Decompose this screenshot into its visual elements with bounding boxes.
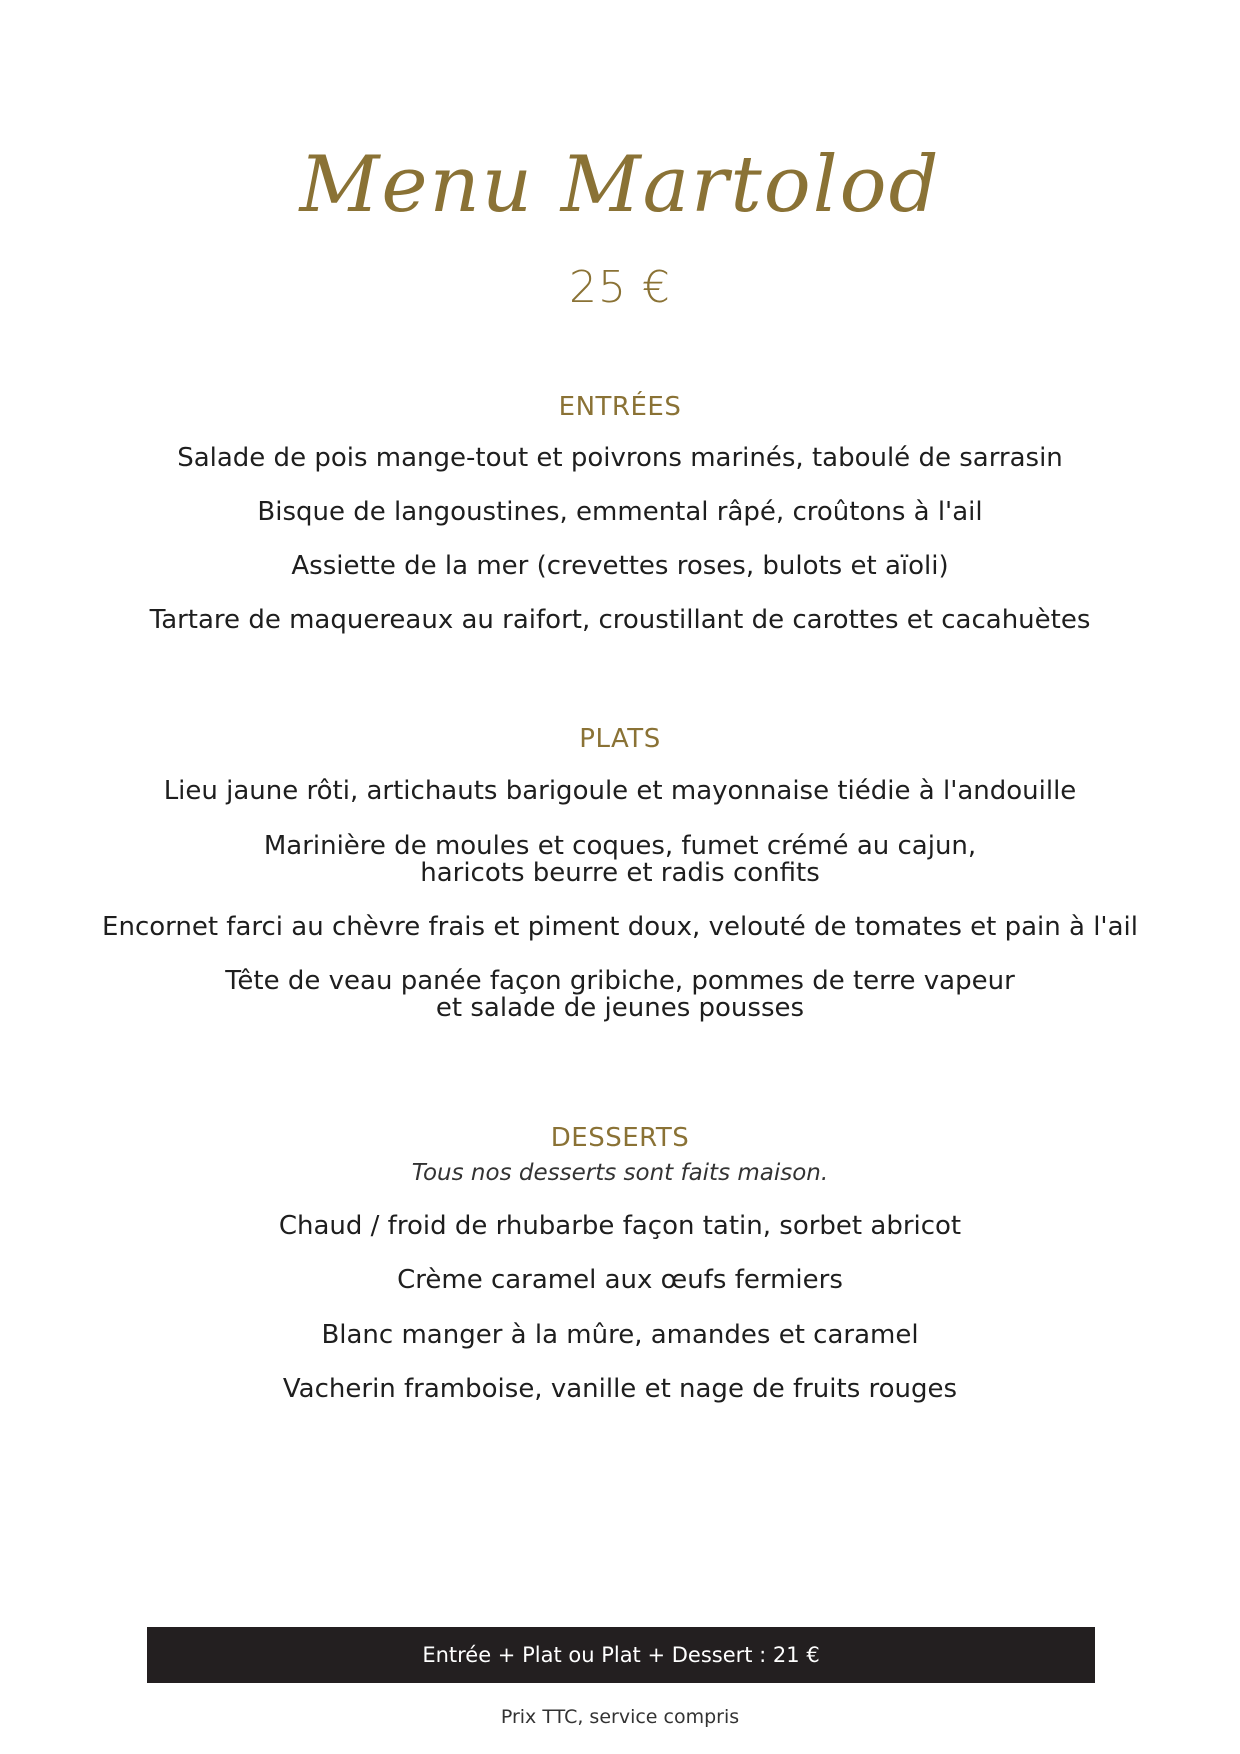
dish-plat: Encornet farci au chèvre frais et piment doux, velouté de tomates et pain à l'ail <box>102 912 1138 942</box>
dish-entree: Salade de pois mange-tout et poivrons marinés, taboulé de sarrasin <box>177 443 1063 473</box>
menu-title: Menu Martolod <box>299 140 941 230</box>
section-title-plats: PLATS <box>579 724 661 754</box>
dish-entree: Bisque de langoustines, emmental râpé, croûtons à l'ail <box>257 497 983 527</box>
dish-dessert: Crème caramel aux œufs fermiers <box>397 1265 843 1295</box>
formula-banner: Entrée + Plat ou Plat + Dessert : 21 € <box>147 1627 1095 1683</box>
dish-dessert: Vacherin framboise, vanille et nage de fruits rouges <box>282 1374 958 1404</box>
dish-plat: Marinière de moules et coques, fumet crémé au cajun, haricots beurre et radis confits <box>263 831 977 888</box>
section-title-desserts: DESSERTS <box>550 1123 690 1153</box>
dish-plat: Tête de veau panée façon gribiche, pommes de terre vapeur et salade de jeunes pousses <box>225 966 1015 1023</box>
dish-dessert: Chaud / froid de rhubarbe façon tatin, sorbet abricot <box>278 1211 962 1241</box>
price-note: Prix TTC, service compris <box>500 1706 740 1728</box>
dish-plat: Lieu jaune rôti, artichauts barigoule et mayonnaise tiédie à l'andouille <box>163 776 1077 806</box>
menu-price: 25 € <box>569 262 671 313</box>
dish-dessert: Blanc manger à la mûre, amandes et caramel <box>321 1320 919 1350</box>
desserts-subtitle: Tous nos desserts sont faits maison. <box>411 1160 829 1186</box>
dish-entree: Assiette de la mer (crevettes roses, bulots et aïoli) <box>291 551 949 581</box>
dish-entree: Tartare de maquereaux au raifort, croustillant de carottes et cacahuètes <box>149 605 1091 635</box>
section-title-entrees: ENTRÉES <box>558 392 682 422</box>
